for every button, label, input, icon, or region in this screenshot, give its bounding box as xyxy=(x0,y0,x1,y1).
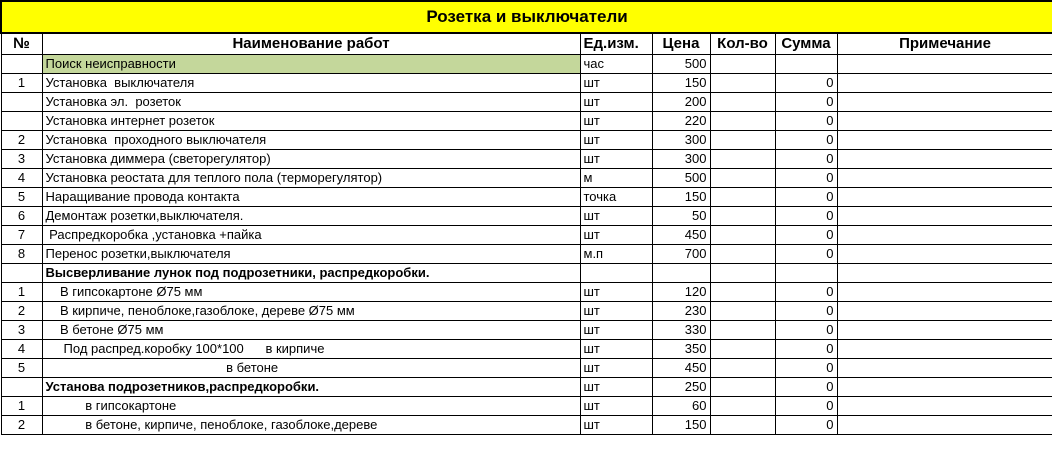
cell-name[interactable]: Высверливание лунок под подрозетники, распредкоробки. xyxy=(42,264,580,283)
cell-note[interactable] xyxy=(837,150,1052,169)
cell-num[interactable]: 8 xyxy=(1,245,42,264)
cell-name[interactable]: Наращивание провода контакта xyxy=(42,188,580,207)
cell-unit[interactable]: шт xyxy=(580,359,652,378)
cell-note[interactable] xyxy=(837,55,1052,74)
cell-sum[interactable]: 0 xyxy=(775,302,837,321)
header-note: Примечание xyxy=(837,33,1052,55)
cell-qty[interactable] xyxy=(710,226,775,245)
cell-note[interactable] xyxy=(837,283,1052,302)
cell-note[interactable] xyxy=(837,207,1052,226)
table-row xyxy=(1,93,1052,112)
table-title: Розетка и выключатели xyxy=(1,1,1052,33)
cell-qty[interactable] xyxy=(710,283,775,302)
cell-price[interactable]: 300 xyxy=(652,150,710,169)
header-row xyxy=(1,33,1052,55)
cell-sum[interactable]: 0 xyxy=(775,283,837,302)
cell-num[interactable] xyxy=(1,112,42,131)
cell-price[interactable]: 150 xyxy=(652,74,710,93)
cell-price[interactable]: 350 xyxy=(652,340,710,359)
cell-name[interactable]: В бетоне Ø75 мм xyxy=(42,321,580,340)
cell-qty[interactable] xyxy=(710,188,775,207)
cell-sum[interactable]: 0 xyxy=(775,359,837,378)
cell-note[interactable] xyxy=(837,245,1052,264)
table-row xyxy=(1,169,1052,188)
cell-num[interactable] xyxy=(1,264,42,283)
cell-qty[interactable] xyxy=(710,302,775,321)
cell-qty[interactable] xyxy=(710,245,775,264)
cell-num[interactable]: 4 xyxy=(1,169,42,188)
table-row xyxy=(1,150,1052,169)
table-row xyxy=(1,131,1052,150)
table-row xyxy=(1,74,1052,93)
cell-unit[interactable]: шт xyxy=(580,226,652,245)
cell-note[interactable] xyxy=(837,302,1052,321)
cell-price[interactable]: 330 xyxy=(652,321,710,340)
cell-sum[interactable]: 0 xyxy=(775,169,837,188)
cell-price[interactable]: 450 xyxy=(652,226,710,245)
cell-unit[interactable]: час xyxy=(580,55,652,74)
table-row xyxy=(1,416,1052,435)
cell-num[interactable]: 2 xyxy=(1,131,42,150)
cell-qty[interactable] xyxy=(710,359,775,378)
cell-qty[interactable] xyxy=(710,264,775,283)
table-row xyxy=(1,397,1052,416)
cell-sum[interactable]: 0 xyxy=(775,112,837,131)
cell-unit[interactable]: м.п xyxy=(580,245,652,264)
cell-name[interactable]: Установка выключателя xyxy=(42,74,580,93)
cell-name[interactable]: Установка диммера (светорегулятор) xyxy=(42,150,580,169)
cell-num[interactable]: 2 xyxy=(1,416,42,435)
cell-note[interactable] xyxy=(837,226,1052,245)
cell-qty[interactable] xyxy=(710,112,775,131)
cell-unit[interactable]: шт xyxy=(580,131,652,150)
table-row xyxy=(1,283,1052,302)
cell-name[interactable]: в бетоне, кирпиче, пеноблоке, газоблоке,дереве xyxy=(42,416,580,435)
cell-sum[interactable]: 0 xyxy=(775,93,837,112)
cell-price[interactable]: 500 xyxy=(652,55,710,74)
cell-sum[interactable]: 0 xyxy=(775,340,837,359)
cell-name[interactable]: Установка реостата для теплого пола (терморегулятор) xyxy=(42,169,580,188)
table-row xyxy=(1,359,1052,378)
cell-note[interactable] xyxy=(837,321,1052,340)
table-row xyxy=(1,321,1052,340)
cell-sum[interactable]: 0 xyxy=(775,188,837,207)
cell-qty[interactable] xyxy=(710,74,775,93)
header-qty: Кол-во xyxy=(710,33,775,55)
cell-price[interactable]: 50 xyxy=(652,207,710,226)
cell-unit[interactable]: шт xyxy=(580,397,652,416)
cell-qty[interactable] xyxy=(710,321,775,340)
cell-unit[interactable]: м xyxy=(580,169,652,188)
cell-unit[interactable]: шт xyxy=(580,93,652,112)
header-num: № xyxy=(1,33,42,55)
cell-qty[interactable] xyxy=(710,207,775,226)
cell-sum[interactable]: 0 xyxy=(775,416,837,435)
cell-name[interactable]: Демонтаж розетки,выключателя. xyxy=(42,207,580,226)
cell-num[interactable]: 1 xyxy=(1,397,42,416)
cell-note[interactable] xyxy=(837,93,1052,112)
cell-note[interactable] xyxy=(837,378,1052,397)
cell-price[interactable]: 250 xyxy=(652,378,710,397)
cell-sum[interactable]: 0 xyxy=(775,207,837,226)
cell-sum[interactable]: 0 xyxy=(775,226,837,245)
cell-qty[interactable] xyxy=(710,131,775,150)
cell-num[interactable]: 7 xyxy=(1,226,42,245)
table-row xyxy=(1,264,1052,283)
cell-price[interactable]: 450 xyxy=(652,359,710,378)
cell-unit[interactable]: шт xyxy=(580,378,652,397)
cell-price[interactable]: 220 xyxy=(652,112,710,131)
cell-num[interactable]: 3 xyxy=(1,150,42,169)
cell-sum[interactable] xyxy=(775,55,837,74)
cell-sum[interactable] xyxy=(775,264,837,283)
cell-unit[interactable]: шт xyxy=(580,74,652,93)
cell-qty[interactable] xyxy=(710,378,775,397)
cell-num[interactable]: 1 xyxy=(1,283,42,302)
cell-price[interactable]: 60 xyxy=(652,397,710,416)
cell-unit[interactable]: шт xyxy=(580,112,652,131)
cell-sum[interactable]: 0 xyxy=(775,397,837,416)
cell-num[interactable] xyxy=(1,55,42,74)
cell-note[interactable] xyxy=(837,112,1052,131)
cell-qty[interactable] xyxy=(710,55,775,74)
cell-qty[interactable] xyxy=(710,93,775,112)
cell-unit[interactable]: шт xyxy=(580,207,652,226)
table-row xyxy=(1,207,1052,226)
table-row xyxy=(1,55,1052,74)
cell-unit[interactable]: шт xyxy=(580,340,652,359)
cell-price[interactable]: 150 xyxy=(652,188,710,207)
cell-price[interactable] xyxy=(652,264,710,283)
cell-price[interactable]: 500 xyxy=(652,169,710,188)
cell-num[interactable]: 4 xyxy=(1,340,42,359)
cell-note[interactable] xyxy=(837,188,1052,207)
cell-price[interactable]: 230 xyxy=(652,302,710,321)
cell-unit[interactable]: шт xyxy=(580,321,652,340)
cell-num[interactable]: 3 xyxy=(1,321,42,340)
cell-sum[interactable]: 0 xyxy=(775,74,837,93)
cell-unit[interactable]: шт xyxy=(580,150,652,169)
cell-note[interactable] xyxy=(837,359,1052,378)
table-row xyxy=(1,245,1052,264)
cell-sum[interactable]: 0 xyxy=(775,245,837,264)
cell-name[interactable]: Установка проходного выключателя xyxy=(42,131,580,150)
cell-name[interactable]: Перенос розетки,выключателя xyxy=(42,245,580,264)
cell-unit[interactable] xyxy=(580,264,652,283)
cell-price[interactable]: 700 xyxy=(652,245,710,264)
cell-name[interactable]: в бетоне xyxy=(42,359,580,378)
table-row xyxy=(1,340,1052,359)
cell-num[interactable]: 1 xyxy=(1,74,42,93)
table-row xyxy=(1,378,1052,397)
table-row xyxy=(1,188,1052,207)
cell-sum[interactable]: 0 xyxy=(775,131,837,150)
cell-qty[interactable] xyxy=(710,169,775,188)
cell-name[interactable]: В гипсокартоне Ø75 мм xyxy=(42,283,580,302)
cell-unit[interactable]: точка xyxy=(580,188,652,207)
cell-sum[interactable]: 0 xyxy=(775,321,837,340)
cell-name[interactable]: Под распред.коробку 100*100 в кирпиче xyxy=(42,340,580,359)
cell-note[interactable] xyxy=(837,264,1052,283)
cell-unit[interactable]: шт xyxy=(580,302,652,321)
cell-unit[interactable]: шт xyxy=(580,416,652,435)
cell-note[interactable] xyxy=(837,169,1052,188)
table-row xyxy=(1,302,1052,321)
header-price: Цена xyxy=(652,33,710,55)
cell-price[interactable]: 120 xyxy=(652,283,710,302)
header-unit: Ед.изм. xyxy=(580,33,652,55)
cell-name[interactable]: в гипсокартоне xyxy=(42,397,580,416)
cell-name[interactable]: Распредкоробка ,установка +пайка xyxy=(42,226,580,245)
cell-note[interactable] xyxy=(837,397,1052,416)
cell-note[interactable] xyxy=(837,131,1052,150)
header-name: Наименование работ xyxy=(42,33,580,55)
cell-qty[interactable] xyxy=(710,150,775,169)
cell-name[interactable]: Поиск неисправности xyxy=(42,55,580,74)
cell-price[interactable]: 300 xyxy=(652,131,710,150)
cell-price[interactable]: 150 xyxy=(652,416,710,435)
cell-sum[interactable]: 0 xyxy=(775,378,837,397)
cell-num[interactable]: 5 xyxy=(1,188,42,207)
cell-name[interactable]: Установка интернет розеток xyxy=(42,112,580,131)
cell-qty[interactable] xyxy=(710,416,775,435)
cell-price[interactable]: 200 xyxy=(652,93,710,112)
cell-qty[interactable] xyxy=(710,397,775,416)
cell-name[interactable]: Установа подрозетников,распредкоробки. xyxy=(42,378,580,397)
cell-num[interactable] xyxy=(1,93,42,112)
header-sum: Сумма xyxy=(775,33,837,55)
cell-num[interactable]: 5 xyxy=(1,359,42,378)
cell-note[interactable] xyxy=(837,416,1052,435)
table-row xyxy=(1,226,1052,245)
cell-num[interactable]: 2 xyxy=(1,302,42,321)
table-row xyxy=(1,112,1052,131)
cell-sum[interactable]: 0 xyxy=(775,150,837,169)
cell-note[interactable] xyxy=(837,74,1052,93)
cell-note[interactable] xyxy=(837,340,1052,359)
cell-qty[interactable] xyxy=(710,340,775,359)
cell-num[interactable]: 6 xyxy=(1,207,42,226)
cell-name[interactable]: Установка эл. розеток xyxy=(42,93,580,112)
cell-name[interactable]: В кирпиче, пеноблоке,газоблоке, дереве Ø75 мм xyxy=(42,302,580,321)
cell-unit[interactable]: шт xyxy=(580,283,652,302)
cell-num[interactable] xyxy=(1,378,42,397)
